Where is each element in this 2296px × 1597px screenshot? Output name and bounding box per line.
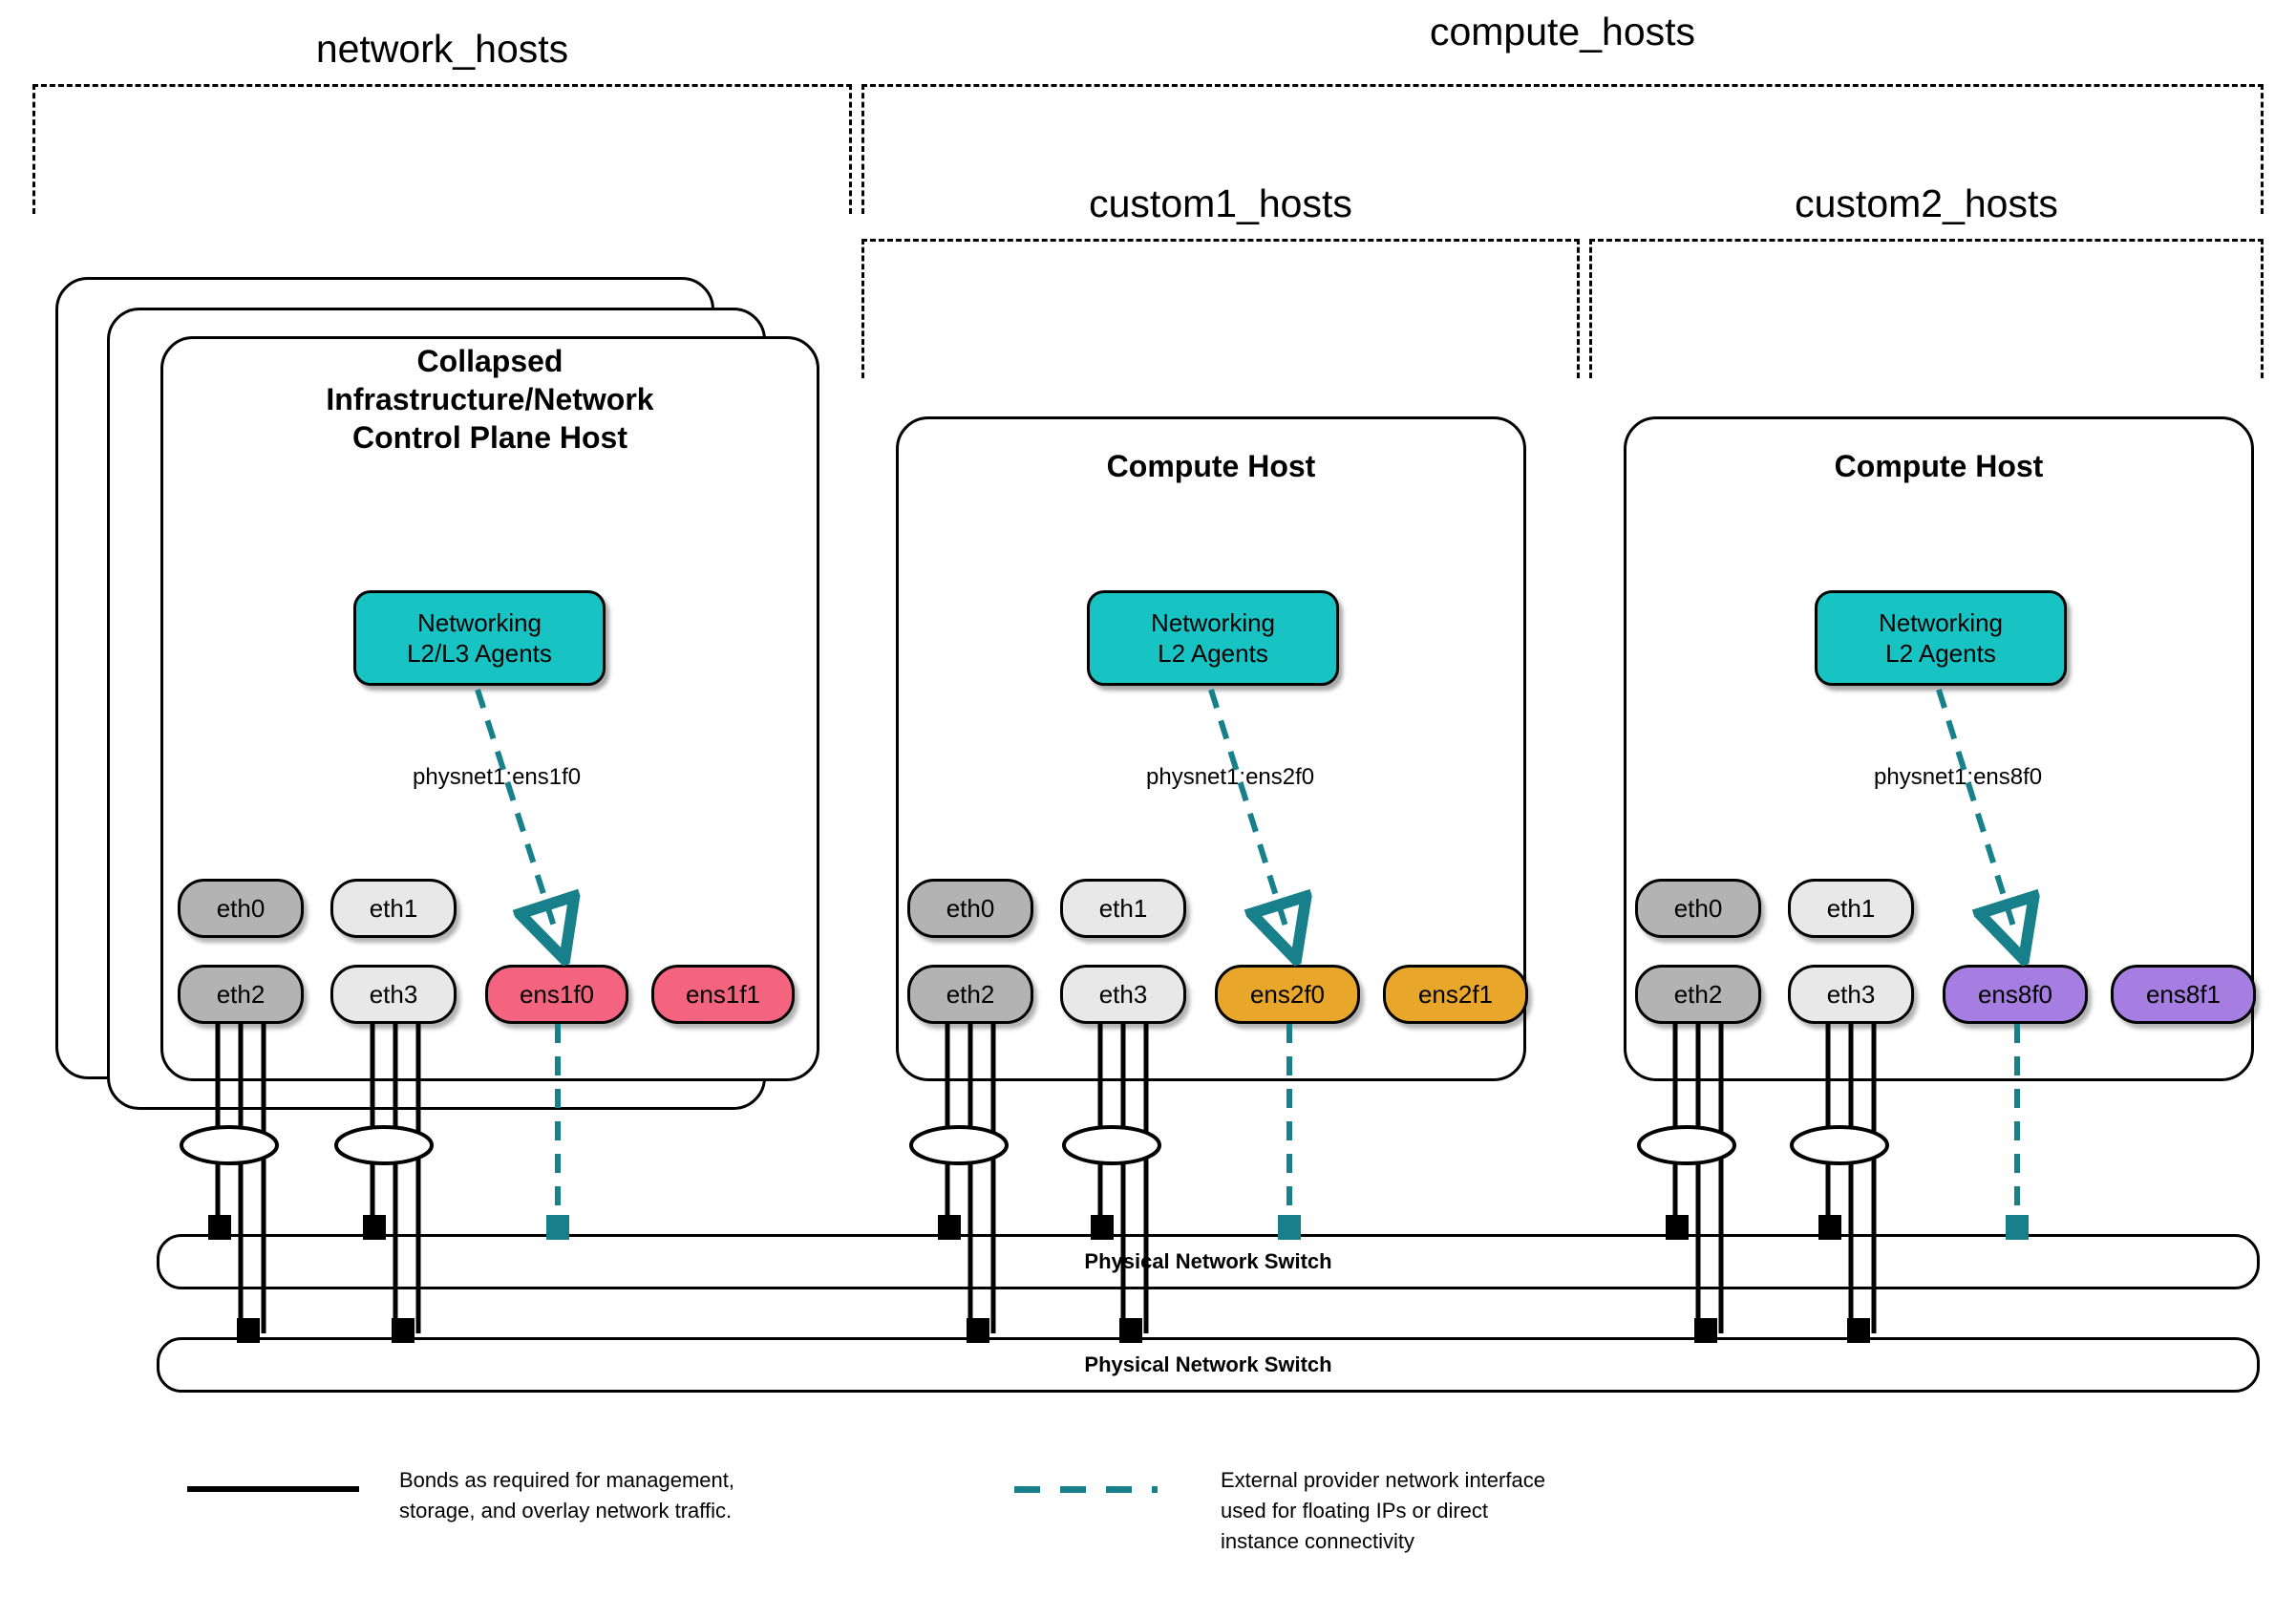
group-label-compute-hosts: compute_hosts bbox=[1429, 10, 1696, 53]
nic-ens8f0-host3[interactable]: ens8f0 bbox=[1943, 965, 2088, 1024]
nic-eth2-host3[interactable]: eth2 bbox=[1635, 965, 1761, 1024]
nic-eth2-host2[interactable]: eth2 bbox=[907, 965, 1033, 1024]
bond-ellipse-host3-a bbox=[1639, 1127, 1734, 1163]
host-title-compute-1-line: Compute Host bbox=[1106, 449, 1316, 483]
nic-ens1f1-host1[interactable]: ens1f1 bbox=[651, 965, 795, 1024]
agent-pill-compute-2-l2[interactable] bbox=[1815, 590, 2067, 686]
host-title-compute-2 bbox=[1624, 447, 2254, 485]
group-label-network-hosts: network_hosts bbox=[315, 27, 569, 71]
nic-ens1f0-host1[interactable]: ens1f0 bbox=[485, 965, 628, 1024]
nic-eth3-host3[interactable]: eth3 bbox=[1788, 965, 1914, 1024]
legend-solid-line-2: storage, and overlay network traffic. bbox=[399, 1498, 733, 1522]
group-box-custom2-hosts bbox=[1589, 239, 2264, 378]
nic-ens2f0-host2[interactable]: ens2f0 bbox=[1215, 965, 1360, 1024]
agent-pill-network-l2l3[interactable] bbox=[353, 590, 606, 686]
nic-eth1-host3[interactable]: eth1 bbox=[1788, 879, 1914, 938]
nic-eth2-host1[interactable]: eth2 bbox=[178, 965, 304, 1024]
agent-label-compute-2-line-2: L2 Agents bbox=[1885, 639, 1996, 668]
agent-pill-compute-1-l2[interactable] bbox=[1087, 590, 1339, 686]
host-title-compute-2-line: Compute Host bbox=[1834, 449, 2044, 483]
legend-solid-swatch bbox=[187, 1486, 359, 1492]
legend-dashed-line-1: External provider network interface bbox=[1221, 1468, 1545, 1492]
nic-eth0-host2[interactable]: eth0 bbox=[907, 879, 1033, 938]
agent-label-compute-2-line-1: Networking bbox=[1878, 607, 2004, 637]
physnet-label-host2: physnet1:ens2f0 bbox=[1146, 764, 1315, 790]
group-label-custom1-hosts: custom1_hosts bbox=[1089, 181, 1352, 225]
bond-ellipse-host2-b bbox=[1064, 1127, 1159, 1163]
physnet-label-host1: physnet1:ens1f0 bbox=[413, 764, 582, 790]
nic-eth1-host1[interactable]: eth1 bbox=[330, 879, 457, 938]
physnet-label-host3: physnet1:ens8f0 bbox=[1874, 764, 2043, 790]
host-title-compute-1 bbox=[896, 447, 1526, 485]
agent-label-compute-1-line-1: Networking bbox=[1150, 607, 1276, 637]
physical-network-switch-bottom[interactable]: Physical Network Switch bbox=[157, 1337, 2260, 1393]
host-title-network-control-plane bbox=[160, 342, 819, 457]
agent-label-compute-1-line-2: L2 Agents bbox=[1158, 639, 1268, 668]
nic-ens8f1-host3[interactable]: ens8f1 bbox=[2111, 965, 2256, 1024]
bond-ellipse-host1-a bbox=[181, 1127, 277, 1163]
bond-ellipse-host2-a bbox=[911, 1127, 1007, 1163]
group-box-network-hosts bbox=[32, 84, 852, 214]
legend-dashed-line-2: used for floating IPs or direct bbox=[1221, 1498, 1489, 1522]
host-title-line-3: Control Plane Host bbox=[351, 420, 627, 455]
legend-solid-text bbox=[399, 1465, 810, 1526]
bond-ellipse-host3-b bbox=[1792, 1127, 1887, 1163]
agent-label-line-1: Networking bbox=[416, 607, 542, 637]
agent-label-line-2: L2/L3 Agents bbox=[407, 639, 552, 668]
nic-eth0-host1[interactable]: eth0 bbox=[178, 879, 304, 938]
host-title-line-1: Collapsed bbox=[416, 344, 563, 378]
physical-network-switch-top[interactable]: Physical Network Switch bbox=[157, 1234, 2260, 1289]
nic-eth3-host1[interactable]: eth3 bbox=[330, 965, 457, 1024]
nic-eth1-host2[interactable]: eth1 bbox=[1060, 879, 1186, 938]
nic-ens2f1-host2[interactable]: ens2f1 bbox=[1383, 965, 1528, 1024]
legend-solid-line-1: Bonds as required for management, bbox=[399, 1468, 734, 1492]
bond-ellipse-host1-b bbox=[336, 1127, 432, 1163]
nic-eth0-host3[interactable]: eth0 bbox=[1635, 879, 1761, 938]
legend-dashed-text bbox=[1221, 1465, 1660, 1557]
group-label-custom2-hosts: custom2_hosts bbox=[1795, 181, 2058, 225]
legend-dashed-swatch bbox=[1014, 1486, 1158, 1493]
legend-dashed-line-3: instance connectivity bbox=[1221, 1528, 1414, 1553]
nic-eth3-host2[interactable]: eth3 bbox=[1060, 965, 1186, 1024]
host-title-line-2: Infrastructure/Network bbox=[326, 382, 654, 416]
group-box-custom1-hosts bbox=[861, 239, 1580, 378]
